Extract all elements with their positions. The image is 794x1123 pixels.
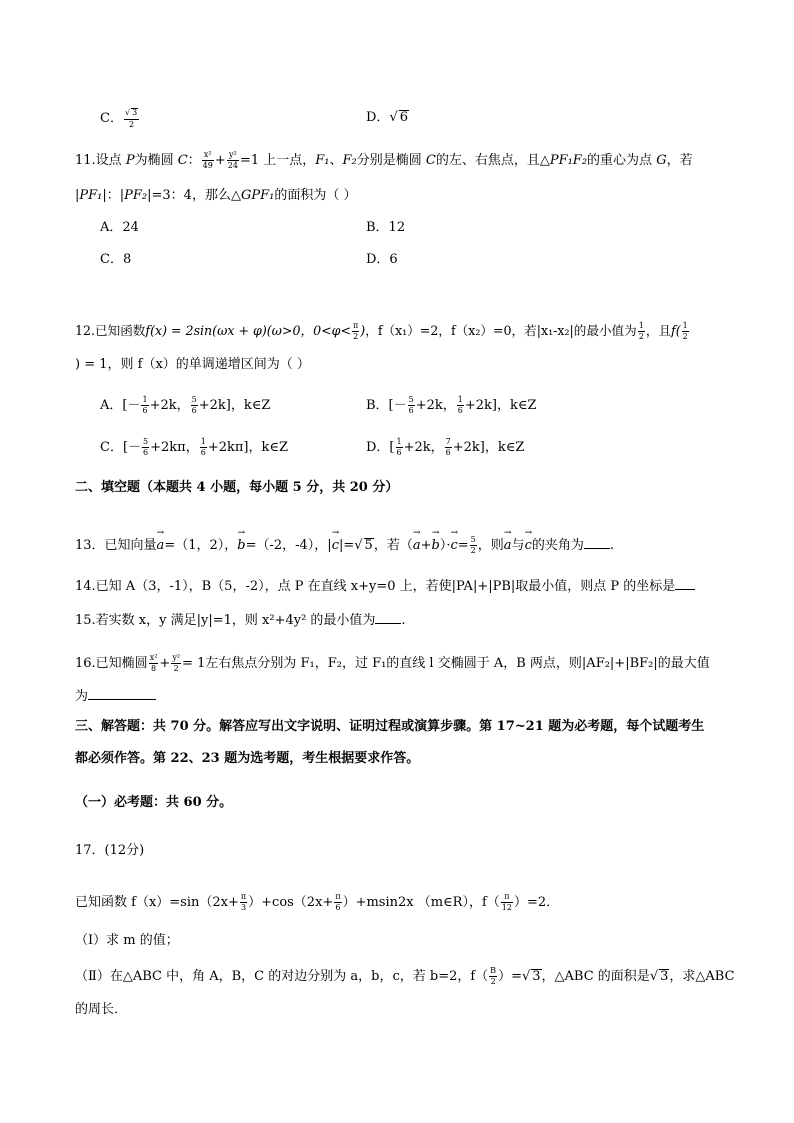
q11-option-b: B．12 <box>366 220 406 235</box>
q14-stem: 14.已知 A（3，-1），B（5，-2），点 P 在直线 x+y=0 上，若使|PA|+|PB|取最小值，则点 P 的坐标是 <box>75 580 695 593</box>
q12-option-a: A．[－ $\frac{1}{6}$ +2k， $\frac{5}{6}$ +2k]，k∈Z <box>100 395 271 415</box>
q15-stem: 15.若实数 x，y 满足|y|=1，则 x²+4y² 的最小值为 . <box>75 613 406 628</box>
q17-stem: 已知函数 f（x）=sin（2x+ $\frac{\pi}{3}$ ）+cos（2x+ $\frac{\pi}{6}$ ）+msin2x （m∈R），f（ $\frac{\pi}{12}$ ）=2． <box>75 892 560 912</box>
q17-part-ii-line2: 的周长． <box>75 1002 128 1017</box>
section-fill-in-heading: 二、填空题（本题共 4 小题，每小题 5 分，共 20 分） <box>75 480 399 495</box>
q11-stem-line1: 11.设点 P为椭圆 C： $\frac{\text{x²}}{49}$ + $\frac{\text{y²}}{24}$ =1 上一点，F₁、F₂分别是椭圆 C的左、右焦点，且△PF₁F₂的重心为点 G，若 <box>75 150 693 170</box>
q17-part-ii-line1: （Ⅱ）在△ABC 中，角 A，B，C 的对边分别为 a，b，c，若 b=2，f（ $\frac{B}{2}$ ）=√ 3，△ABC 的面积是√ 3，求△ABC <box>75 966 735 986</box>
q12-option-b: B．[－ $\frac{5}{6}$ +2k， $\frac{1}{6}$ +2k]，k∈Z <box>366 395 537 415</box>
q11-option-d: D．6 <box>366 252 398 267</box>
q16-stem-line2: 为 <box>75 690 156 703</box>
q12-option-d: D．[ $\frac{1}{6}$ +2k， $\frac{7}{6}$ +2k]，k∈Z <box>366 437 525 457</box>
q10-option-c: C． $\frac{√ 3}{2}$ <box>100 108 138 129</box>
q12-stem-line1: 12.已知函数f(x) = 2sin(ωx + φ)(ω>0，0<φ< $\frac{\pi}{2}$ )，f（x₁）=2，f（x₂）=0，若|x₁-x₂|的最小值为 $\frac{1}{2}$ ，且f( $\frac{1}{2}$ <box>75 321 688 341</box>
required-part-heading: （一）必考题：共 60 分。 <box>75 795 233 810</box>
q11-stem-line2: |PF₁|：|PF₂|=3：4，那么△GPF₁的面积为（ ） <box>75 188 357 203</box>
q11-option-c: C．8 <box>100 252 132 267</box>
section-answer-heading-line1: 三、解答题：共 70 分。解答应写出文字说明、证明过程或演算步骤。第 17~21 题为必考题，每个试题考生 <box>75 719 705 734</box>
q16-stem-line1: 16.已知椭圆 $\frac{\text{x²}}{8}$ + $\frac{\text{y²}}{2}$ = 1左右焦点分别为 F₁，F₂，过 F₁的直线 l 交椭圆于 A，B 两点，则|AF₂|+|BF₂|的最大值 <box>75 653 710 673</box>
q10-option-d: D．√ 6 <box>366 110 409 125</box>
q17-heading: 17．(12分) <box>75 843 145 858</box>
section-answer-heading-line2: 都必须作答。第 22、23 题为选考题，考生根据要求作答。 <box>75 751 420 766</box>
q12-option-c: C．[－ $\frac{5}{6}$ +2kπ， $\frac{1}{6}$ +2kπ]，k∈Z <box>100 437 289 457</box>
q13-stem: 13．已知向量→ a=（1，2），→ b=（-2，-4），|→ c|=√ 5，若（→ a+→ b）·→ c= $\frac{5}{2}$ ，则→ a与→ c的夹角为 . <box>75 536 614 555</box>
q17-part-i: （Ⅰ）求 m 的值； <box>75 933 179 948</box>
q12-stem-line2: ) = 1，则 f（x）的单调递增区间为（ ） <box>75 357 310 372</box>
q11-option-a: A．24 <box>100 220 139 235</box>
